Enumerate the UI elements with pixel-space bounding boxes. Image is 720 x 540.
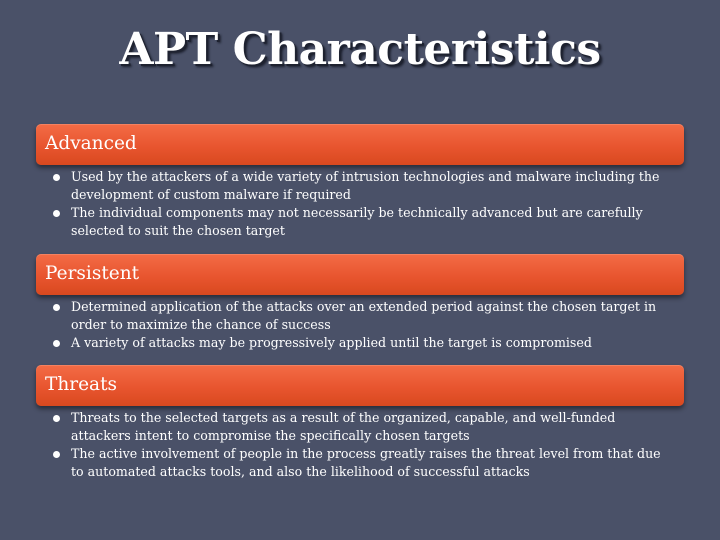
bullet-text: The individual components may not necessarily be technically advanced but are carefully selected to suit the chosen target	[71, 205, 643, 238]
bullet-list-threats	[49, 409, 674, 481]
bullet-dot-icon	[53, 174, 60, 181]
bullet-dot-icon	[53, 415, 60, 422]
bullet-text: Determined application of the attacks over an extended period against the chosen target in order to maximize the chance of success	[71, 299, 657, 332]
bullet-dot-icon	[53, 340, 60, 347]
section-heading: Advanced	[45, 133, 137, 154]
section-heading: Threats	[45, 374, 118, 395]
bullet-item	[49, 334, 674, 352]
section-header-threats	[36, 365, 684, 406]
bullet-item	[49, 445, 674, 481]
section-header-advanced	[36, 124, 684, 165]
bullet-item	[49, 298, 674, 334]
bullet-dot-icon	[53, 451, 60, 458]
bullet-list-persistent	[49, 298, 674, 352]
bullet-text: The active involvement of people in the process greatly raises the threat level from that due to automated attacks tools, and also the likelihood of successful attacks	[71, 446, 661, 479]
section-header-persistent	[36, 254, 684, 295]
bullet-text: A variety of attacks may be progressively applied until the target is compromised	[71, 335, 592, 350]
bullet-item	[49, 168, 674, 204]
section-heading: Persistent	[45, 263, 140, 284]
bullet-list-advanced	[49, 168, 674, 240]
bullet-dot-icon	[53, 210, 60, 217]
bullet-text: Threats to the selected targets as a result of the organized, capable, and well-funded attackers intent to compromise the specifically chosen targets	[71, 410, 616, 443]
slide-title: APT Characteristics	[119, 24, 601, 75]
bullet-dot-icon	[53, 304, 60, 311]
bullet-item	[49, 204, 674, 240]
bullet-item	[49, 409, 674, 445]
bullet-text: Used by the attackers of a wide variety of intrusion technologies and malware including the development of custom malware if required	[71, 169, 660, 202]
